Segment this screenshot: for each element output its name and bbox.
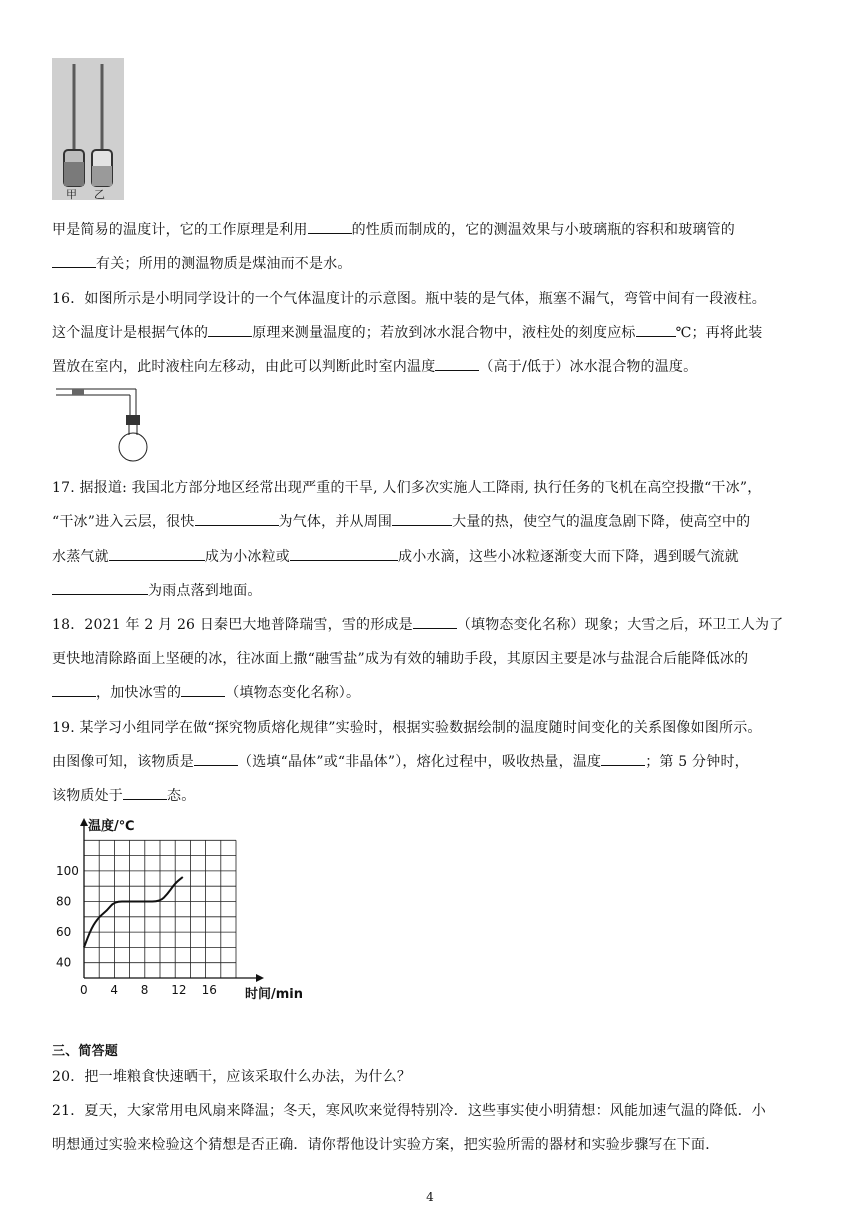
q19-line3 <box>52 785 195 805</box>
figure-label-jia: 甲 <box>66 188 77 200</box>
gas-thermometer-figure <box>52 385 152 463</box>
answer-blank[interactable] <box>123 787 167 800</box>
q19-text-e: 态。 <box>167 788 196 804</box>
answer-blank[interactable] <box>195 513 279 526</box>
answer-blank[interactable] <box>601 753 645 766</box>
chart-tick-labels <box>56 864 217 997</box>
q16-line2 <box>52 322 762 342</box>
answer-blank[interactable] <box>52 582 148 595</box>
q19-line2 <box>52 751 749 771</box>
q17-text-c: 大量的热，使空气的温度急剧下降，使高空中的 <box>452 514 751 530</box>
chart-ylabel: 温度/℃ <box>88 819 135 834</box>
liquid-column <box>72 389 84 395</box>
q20-line1: 20．把一堆粮食快速晒干，应该采取什么办法，为什么？ <box>52 1069 412 1085</box>
answer-blank[interactable] <box>308 221 352 234</box>
q19-text-c: ；第 5 分钟时， <box>645 754 749 770</box>
figure-label-yi: 乙 <box>94 188 105 200</box>
q16-text-d: 置放在室内，此时液柱向左移动，由此可以判断此时室内温度 <box>52 359 436 375</box>
x-tick-label: 12 <box>171 983 187 997</box>
answer-blank[interactable] <box>52 684 96 697</box>
bottle-stopper <box>126 415 140 425</box>
page-number: 4 <box>426 1190 434 1204</box>
answer-blank[interactable] <box>392 513 452 526</box>
answer-blank[interactable] <box>435 358 479 371</box>
q17-line3 <box>52 546 739 566</box>
q21-line1: 21．夏天，大家常用电风扇来降温；冬天，寒风吹来觉得特别冷．这些事实使小明猜想：风能加速气温的降低．小 <box>52 1103 767 1119</box>
q17-line1: 17. 据报道: 我国北方部分地区经常出现严重的干旱, 人们多次实施人工降雨, 执行任务的飞机在高空投撒“干冰”， <box>52 480 762 496</box>
y-tick-label: 80 <box>56 894 72 909</box>
y-axis-arrow <box>80 818 88 826</box>
q16-text-a: 这个温度计是根据气体的 <box>52 325 209 341</box>
section-title: 三、简答题 <box>52 1044 119 1059</box>
q15-text-a: 甲是简易的温度计，它的工作原理是利用 <box>52 222 308 238</box>
y-tick-label: 100 <box>56 863 79 878</box>
q17-text-b: 为气体，并从周围 <box>278 514 393 530</box>
answer-blank[interactable] <box>208 324 252 337</box>
q16-line3 <box>52 356 697 376</box>
q21-line2: 明想通过实验来检验这个猜想是否正确．请你帮他设计实验方案，把实验所需的器材和实验步骤写在下面． <box>52 1137 720 1153</box>
q17-text-d: 水蒸气就 <box>52 549 109 565</box>
y-tick-label: 60 <box>56 925 72 940</box>
thermometer-photo <box>52 58 124 200</box>
answer-blank[interactable] <box>181 684 225 697</box>
y-tick-label: 40 <box>56 955 72 970</box>
answer-blank[interactable] <box>109 548 205 561</box>
q16-text-b: 原理来测量温度的；若放到冰水混合物中，液柱处的刻度应标 <box>252 325 636 341</box>
q15-line1 <box>52 219 735 239</box>
q18-line1 <box>52 614 783 634</box>
q18-text-a: 18．2021 年 2 月 26 日秦巴大地普降瑞雪，雪的形成是 <box>52 617 413 633</box>
q19-text-a: 由图像可知，该物质是 <box>52 754 194 770</box>
q18-line3 <box>52 682 360 702</box>
q15-text-b: 的性质而制成的，它的测温效果与小玻璃瓶的容积和玻璃管的 <box>351 222 736 238</box>
q16-text-c: ℃；再将此装 <box>675 325 763 341</box>
q17-line2 <box>52 511 750 531</box>
q19-text-b: （选填“晶体”或“非晶体”），熔化过程中，吸收热量，温度 <box>238 754 602 770</box>
q17-text-f: 成小水滴，这些小冰粒逐渐变大而下降，遇到暖气流就 <box>398 549 739 565</box>
answer-blank[interactable] <box>636 324 676 337</box>
answer-blank[interactable] <box>52 255 96 268</box>
q19-text-d: 该物质处于 <box>52 788 123 804</box>
x-axis-arrow <box>256 974 264 982</box>
q17-line4 <box>52 580 262 600</box>
x-tick-label: 8 <box>140 983 149 997</box>
q17-text-g: 为雨点落到地面。 <box>148 583 262 599</box>
q18-line2: 更快地清除路面上坚硬的冰，往冰面上撒“融雪盐”成为有效的辅助手段，其原因主要是冰与盐混合后能降低冰的 <box>52 651 749 667</box>
chart-xlabel: 时间/min <box>245 987 304 1002</box>
q16-text-e: （高于/低于）冰水混合物的温度。 <box>479 359 698 375</box>
flask <box>119 433 147 461</box>
answer-blank[interactable] <box>194 753 238 766</box>
q18-text-d: （填物态变化名称）。 <box>225 685 361 701</box>
answer-blank[interactable] <box>413 616 457 629</box>
q19-line1: 19. 某学习小组同学在做“探究物质熔化规律”实验时，根据实验数据绘制的温度随时间变化的关系图像如图所示。 <box>52 720 762 736</box>
q16-line1: 16．如图所示是小明同学设计的一个气体温度计的示意图。瓶中装的是气体，瓶塞不漏气，弯管中间有一段液柱。 <box>52 291 767 307</box>
x-tick-label: 0 <box>80 983 88 997</box>
thermometer-photo-drawing <box>52 58 124 200</box>
q15-text-c: 有关；所用的测温物质是煤油而不是水。 <box>96 256 352 272</box>
q18-text-c: ，加快冰雪的 <box>96 685 182 701</box>
x-tick-label: 16 <box>201 983 217 997</box>
q17-text-a: “干冰”进入云层，很快 <box>52 514 195 530</box>
q15-line2 <box>52 253 352 273</box>
melting-chart <box>52 812 312 1002</box>
q17-text-e: 成为小冰粒或 <box>204 549 291 565</box>
x-tick-label: 4 <box>110 983 119 997</box>
answer-blank[interactable] <box>290 548 398 561</box>
q18-text-b: （填物态变化名称）现象；大雪之后，环卫工人为了 <box>456 617 784 633</box>
